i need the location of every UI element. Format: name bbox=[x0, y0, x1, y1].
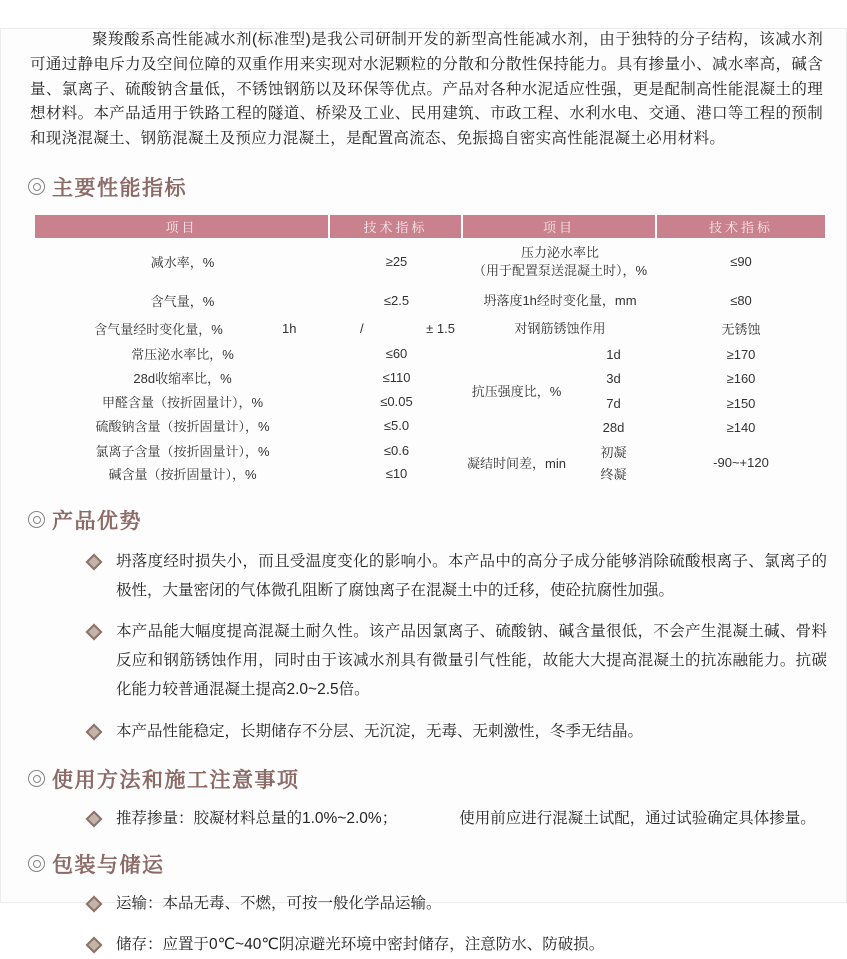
section-heading-advantages bbox=[28, 505, 847, 535]
age-column bbox=[570, 342, 657, 440]
value-cell: ≤90 bbox=[730, 254, 752, 270]
bullet-text: 本产品性能稳定，长期储存不分层、无沉淀，无毒、无刺激性，冬季无结晶。 bbox=[116, 722, 644, 740]
table-header-cell: 技术指标 bbox=[657, 215, 825, 238]
section-heading-packaging bbox=[28, 849, 847, 879]
age-cell: 28d bbox=[602, 420, 625, 436]
item-cell: 减水率，% bbox=[150, 255, 215, 271]
bullet-text: 坍落度经时损失小，而且受温度变化的影响小。本产品中的高分子成分能够消除硫酸根离子、氯离子的极性，大量密闭的气体微孔阻断了腐蚀离子在混凝土中的迁移，使砼抗腐性加强。 bbox=[116, 552, 827, 600]
initial-set-cell: 初凝 bbox=[600, 444, 627, 460]
value-cell: ≥150 bbox=[726, 395, 756, 411]
table-row bbox=[35, 366, 463, 390]
strength-ratio-group bbox=[463, 342, 825, 440]
performance-table bbox=[35, 215, 825, 485]
value-cell: ≥160 bbox=[726, 371, 756, 387]
item-cell: 坍落度1h经时变化量，mm bbox=[483, 292, 637, 308]
item-cell: 28d收缩率比，% bbox=[133, 371, 232, 387]
intro-paragraph: 聚羧酸系高性能减水剂(标准型)是我公司研制开发的新型高性能减水剂，由于独特的分子结构，该减水剂可通过静电斥力及空间位障的双重作用来实现对水泥颗粒的分散和分散性保持能力。具有掺量小、减水率高，碱含量、氯离子、硫酸钠含量低，不锈蚀钢筋以及环保等优点。产品对各种水泥适应性强，更是配制高性能混凝土的理想材料。本产品适用于铁路工程的隧道、桥梁及工业、民用建筑、市政工程、水利水电、交通、港口等工程的预制和现浇混凝土、钢筋混凝土及预应力混凝土，是配置高流态、免振捣自密实高性能混凝土必用材料。 bbox=[30, 31, 823, 148]
item-cell: 常压泌水率比，% bbox=[131, 347, 234, 363]
section-heading-usage bbox=[28, 764, 847, 794]
packaging-bullet bbox=[88, 889, 827, 918]
table-row bbox=[35, 238, 463, 286]
value-column bbox=[657, 440, 825, 485]
value-cell: ≤110 bbox=[382, 370, 411, 386]
value-cell: ≤0.05 bbox=[380, 394, 413, 410]
value-column bbox=[657, 342, 825, 440]
item-cell: 氯离子含量（按折固量计），% bbox=[95, 443, 270, 459]
document-page bbox=[0, 28, 847, 953]
age-cell: 1d bbox=[606, 346, 621, 362]
bullet-text bbox=[116, 804, 827, 833]
bullet-text: 本产品能大幅度提高混凝土耐久性。该产品因氯离子、硫酸钠、碱含量很低，不会产生混凝土碱、骨料反应和钢筋锈蚀作用，同时由于该减水剂具有微量引气性能，故能大大提高混凝土的抗冻融能力。抗碳化能力较普通混凝土提高2.0~2.5倍。 bbox=[116, 623, 827, 699]
section-title: 产品优势 bbox=[52, 509, 142, 533]
age-cell: 3d bbox=[606, 371, 621, 387]
diamond-bullet-icon bbox=[88, 889, 116, 918]
table-header-cell: 技术指标 bbox=[330, 215, 463, 238]
item-cell: 碱含量（按折固量计），% bbox=[108, 467, 257, 483]
advantage-bullet bbox=[88, 617, 827, 704]
bullet-text: 储存：应置于0℃~40℃阴凉避光环境中密封储存，注意防水、防破损。 bbox=[116, 935, 605, 953]
table-row bbox=[35, 438, 463, 463]
value-cell: ≥25 bbox=[385, 254, 408, 270]
group-label: 抗压强度比，% bbox=[471, 384, 562, 400]
diamond-bullet-icon bbox=[88, 717, 116, 746]
value-cell: ≤10 bbox=[385, 466, 408, 482]
item-cell: 甲醛含量（按折固量计），% bbox=[101, 395, 264, 411]
table-right-half bbox=[463, 238, 825, 485]
section-heading-performance bbox=[28, 172, 847, 202]
final-set-cell: 终凝 bbox=[600, 467, 627, 483]
setting-sub-column bbox=[570, 440, 657, 485]
value-cell bbox=[330, 321, 463, 336]
slash-separator: / bbox=[360, 321, 364, 337]
table-body bbox=[35, 238, 825, 485]
double-circle-icon bbox=[28, 178, 45, 195]
trial-mix-text: 使用前应进行混凝土试配，通过试验确定具体掺量。 bbox=[459, 809, 816, 827]
section-title: 包装与储运 bbox=[52, 853, 165, 877]
table-row bbox=[463, 286, 825, 316]
section-title: 使用方法和施工注意事项 bbox=[52, 768, 300, 792]
value-cell: -90~+120 bbox=[713, 454, 769, 470]
value-cell: ≤80 bbox=[730, 293, 752, 309]
double-circle-icon bbox=[28, 511, 45, 528]
table-row bbox=[35, 316, 463, 342]
diamond-bullet-icon bbox=[88, 804, 116, 833]
table-row bbox=[463, 316, 825, 342]
item-cell: 硫酸钠含量（按折固量计），% bbox=[95, 419, 270, 435]
value-cell: ≥170 bbox=[726, 346, 756, 362]
double-circle-icon bbox=[28, 770, 45, 787]
item-label-line2: （用于配置泵送混凝土时），% bbox=[472, 262, 648, 278]
table-row bbox=[35, 286, 463, 316]
table-header-cell: 项目 bbox=[35, 215, 330, 238]
group-label: 凝结时间差，min bbox=[467, 455, 566, 471]
value-cell: ≤5.0 bbox=[383, 418, 410, 434]
advantage-bullet bbox=[88, 547, 827, 605]
table-header-cell: 项目 bbox=[463, 215, 657, 238]
value-text: ± 1.5 bbox=[426, 321, 455, 337]
item-cell bbox=[35, 319, 330, 338]
diamond-bullet-icon bbox=[88, 547, 116, 605]
table-left-half bbox=[35, 238, 463, 485]
setting-time-group bbox=[463, 440, 825, 485]
value-cell: ≥140 bbox=[726, 420, 756, 436]
usage-bullet bbox=[88, 804, 827, 833]
diamond-bullet-icon bbox=[88, 617, 116, 704]
table-header-row bbox=[35, 215, 825, 238]
section-title: 主要性能指标 bbox=[52, 176, 187, 200]
table-row bbox=[35, 463, 463, 485]
value-cell: ≤60 bbox=[385, 346, 408, 362]
diamond-bullet-icon bbox=[88, 930, 116, 959]
double-circle-icon bbox=[28, 855, 45, 872]
age-cell: 7d bbox=[606, 395, 621, 411]
value-cell: ≤2.5 bbox=[383, 293, 410, 309]
item-sublabel: 1h bbox=[282, 321, 297, 337]
item-cell: 含气量，% bbox=[150, 294, 215, 310]
advantage-bullet bbox=[88, 717, 827, 746]
value-cell: 无锈蚀 bbox=[721, 322, 761, 338]
item-label-line1: 压力泌水率比 bbox=[520, 244, 599, 260]
item-cell bbox=[463, 244, 657, 280]
value-cell: ≤0.6 bbox=[383, 442, 410, 458]
table-row bbox=[463, 238, 825, 286]
bullet-text: 运输：本品无毒、不燃，可按一般化学品运输。 bbox=[116, 894, 442, 912]
item-cell: 对钢筋锈蚀作用 bbox=[514, 320, 606, 336]
dosage-text: 推荐掺量：胶凝材料总量的1.0%~2.0%； bbox=[116, 809, 398, 827]
table-row bbox=[35, 342, 463, 366]
packaging-bullet bbox=[88, 930, 827, 959]
item-label: 含气量经时变化量，% bbox=[94, 322, 223, 338]
table-row bbox=[35, 414, 463, 438]
table-row bbox=[35, 390, 463, 414]
